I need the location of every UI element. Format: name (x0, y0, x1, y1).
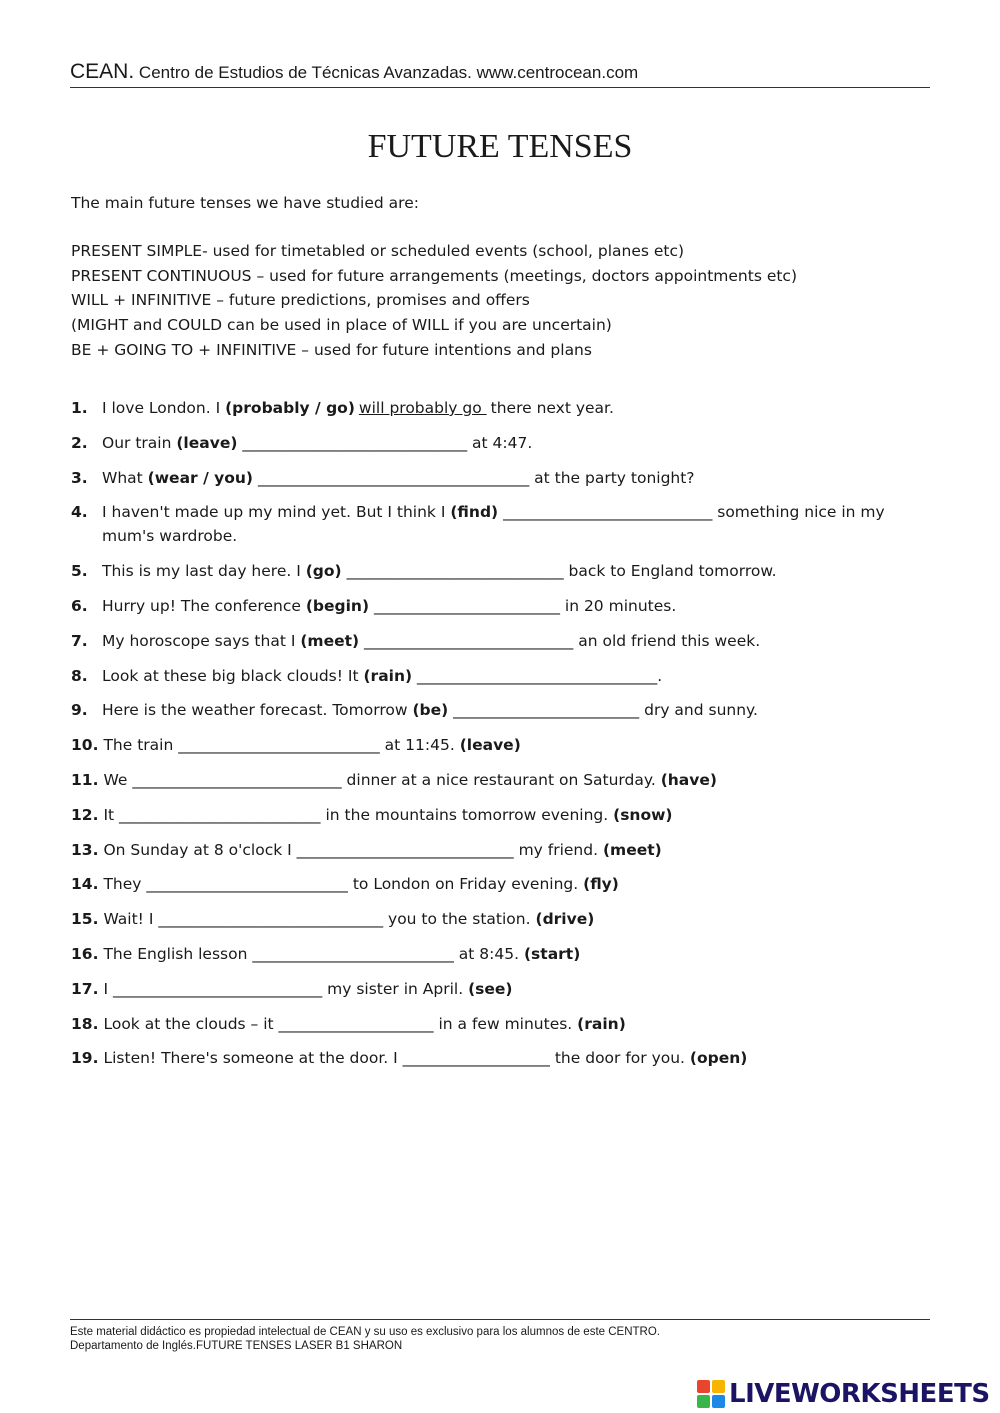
exercise-text (102, 396, 941, 420)
verb-hint: (drive) (535, 910, 595, 929)
answer-blank[interactable]: __________________________ (178, 736, 385, 755)
exercise-prompt: My horoscope says that I (102, 631, 301, 650)
exercise-continuation: in 20 minutes. (564, 596, 677, 615)
exercise-item (71, 803, 941, 827)
exercise-continuation: dry and sunny. (644, 701, 758, 720)
verb-hint: (rain) (577, 1014, 626, 1033)
answer-blank[interactable]: __________________________ (252, 944, 459, 963)
verb-hint: (go) (305, 562, 342, 581)
exercise-number: 2. (71, 433, 88, 452)
answer-blank[interactable]: __________________________ (119, 805, 326, 824)
exercise-item (71, 559, 941, 583)
exercise-item (71, 466, 941, 490)
exercise-continuation: dinner at a nice restaurant on Saturday. (346, 770, 661, 789)
answer-blank[interactable]: _____________________________ (237, 433, 473, 452)
exercise-prompt: I (103, 979, 113, 998)
header-brand: CEAN. (70, 60, 135, 83)
exercise-list (71, 396, 941, 1081)
exercise-text (102, 594, 941, 618)
exercise-text (102, 698, 941, 722)
exercise-text (103, 768, 941, 792)
exercise-number: 14. (71, 875, 99, 894)
exercise-item (71, 431, 941, 455)
exercise-number: 8. (71, 666, 88, 685)
exercise-continuation: at 8:45. (458, 944, 524, 963)
exercise-text (102, 500, 941, 548)
exercise-prompt: This is my last day here. I (102, 562, 306, 581)
exercise-item (71, 594, 941, 618)
exercise-prompt: What (102, 468, 148, 487)
answer-blank[interactable]: ________________________ (448, 701, 645, 720)
verb-hint: (see) (468, 979, 513, 998)
exercise-text (103, 977, 941, 1001)
verb-hint: (wear / you) (147, 468, 254, 487)
exercise-number: 4. (71, 503, 88, 522)
exercise-text (103, 872, 941, 896)
exercise-number: 7. (71, 631, 88, 650)
exercise-prompt: Look at these big black clouds! It (102, 666, 364, 685)
exercise-prompt: They (103, 875, 147, 894)
answer-blank[interactable]: ____________________ (278, 1014, 439, 1033)
exercise-prompt: We (103, 770, 133, 789)
exercise-prompt: Listen! There's someone at the door. I (103, 1049, 403, 1068)
tense-item: PRESENT CONTINUOUS – used for future arrangements (meetings, doctors appointments etc) (71, 266, 798, 285)
page-footer (70, 1319, 930, 1353)
verb-hint: (rain) (363, 666, 413, 685)
exercise-prompt: Look at the clouds – it (103, 1014, 279, 1033)
exercise-continuation: there next year. (490, 399, 614, 417)
exercise-number: 5. (71, 562, 88, 581)
exercise-prompt: Here is the weather forecast. Tomorrow (102, 701, 413, 720)
logo-text: LIVEWORKSHEETS (729, 1379, 990, 1409)
exercise-continuation: to London on Friday evening. (352, 875, 584, 894)
answer-blank[interactable]: ___________________________________ (253, 468, 535, 487)
exercise-text (103, 1046, 941, 1070)
verb-hint: (start) (523, 944, 581, 963)
exercise-number: 17. (71, 979, 99, 998)
exercise-number: 11. (71, 770, 99, 789)
exercise-item (71, 664, 941, 688)
exercise-text (102, 664, 941, 688)
example-answer: will probably go (358, 399, 487, 417)
exercise-continuation: at 11:45. (384, 736, 460, 755)
exercise-text (102, 559, 941, 583)
exercise-item (71, 396, 941, 420)
tense-item: (MIGHT and COULD can be used in place of WILL if you are uncertain) (71, 316, 612, 335)
exercise-number: 13. (71, 840, 99, 859)
exercise-item (71, 768, 941, 792)
tense-item: PRESENT SIMPLE- used for timetabled or scheduled events (school, planes etc) (71, 242, 685, 260)
header-text: Centro de Estudios de Técnicas Avanzadas. www.centrocean.com (138, 63, 639, 82)
exercise-prompt: It (103, 805, 120, 824)
exercise-number: 10. (71, 736, 99, 755)
answer-blank[interactable]: ____________________________ (296, 840, 519, 859)
verb-hint: (probably / go) (225, 399, 355, 417)
exercise-prompt: I haven't made up my mind yet. But I think I (102, 503, 451, 522)
exercise-prompt: Our train (102, 433, 177, 452)
exercise-item (71, 629, 941, 653)
verb-hint: (find) (450, 503, 499, 522)
tense-list (71, 239, 797, 363)
exercise-continuation: you to the station. (388, 910, 536, 929)
exercise-item (71, 500, 941, 548)
answer-blank[interactable]: ___________________________ (359, 631, 579, 650)
verb-hint: (leave) (176, 433, 238, 452)
exercise-continuation: at the party tonight? (534, 468, 695, 487)
exercise-continuation: back to England tomorrow. (568, 562, 777, 581)
verb-hint: (open) (689, 1049, 748, 1068)
exercise-item (71, 872, 941, 896)
exercise-number: 1. (71, 399, 88, 417)
exercise-text (103, 1012, 941, 1036)
answer-blank[interactable]: ____________________________ (341, 562, 569, 581)
exercise-prompt: On Sunday at 8 o'clock I (103, 840, 297, 859)
exercise-number: 12. (71, 805, 99, 824)
exercise-prompt: The train (103, 736, 179, 755)
exercise-text (103, 907, 941, 931)
exercise-text (103, 803, 941, 827)
tense-item: BE + GOING TO + INFINITIVE – used for future intentions and plans (71, 340, 592, 359)
page-title: FUTURE TENSES (367, 128, 633, 165)
footer-line-2: Departamento de Inglés.FUTURE TENSES LASER B1 SHARON (70, 1340, 403, 1352)
exercise-number: 3. (71, 468, 88, 487)
verb-hint: (begin) (305, 596, 370, 615)
exercise-item (71, 907, 941, 931)
verb-hint: (be) (412, 701, 449, 720)
verb-hint: (meet) (300, 631, 360, 650)
exercise-item (71, 733, 941, 757)
exercise-continuation: my sister in April. (327, 979, 469, 998)
exercise-continuation: something nice in my mum's wardrobe. (102, 503, 885, 546)
liveworksheets-logo (697, 1377, 990, 1411)
answer-blank[interactable]: ___________________________ (498, 503, 718, 522)
answer-blank[interactable]: ___________________________ (132, 770, 347, 789)
answer-blank[interactable]: _____________________________ (158, 910, 389, 929)
intro-text: The main future tenses we have studied are: (71, 194, 419, 212)
logo-icon (697, 1380, 725, 1408)
exercise-number: 19. (71, 1049, 99, 1068)
verb-hint: (fly) (583, 875, 619, 894)
exercise-continuation: at 4:47. (472, 433, 533, 452)
answer-blank[interactable]: ___________________ (402, 1049, 555, 1068)
verb-hint: (snow) (613, 805, 673, 824)
answer-blank[interactable]: ___________________________ (112, 979, 328, 998)
exercise-number: 15. (71, 910, 99, 929)
exercise-continuation: an old friend this week. (578, 631, 761, 650)
exercise-number: 6. (71, 596, 88, 615)
exercise-prompt: The English lesson (103, 944, 253, 963)
exercise-number: 16. (71, 944, 99, 963)
exercise-text (102, 466, 941, 490)
answer-blank[interactable]: ________________________ (369, 596, 565, 615)
exercise-text (103, 733, 941, 757)
exercise-text (102, 629, 941, 653)
exercise-item (71, 1012, 941, 1036)
exercise-continuation: my friend. (518, 840, 603, 859)
exercise-item (71, 698, 941, 722)
page-header (70, 60, 930, 88)
exercise-text (103, 838, 941, 862)
answer-blank[interactable]: __________________________ (146, 875, 353, 894)
verb-hint: (meet) (602, 840, 662, 859)
exercise-continuation: in the mountains tomorrow evening. (325, 805, 614, 824)
exercise-continuation: the door for you. (554, 1049, 690, 1068)
exercise-continuation: in a few minutes. (438, 1014, 578, 1033)
exercise-prompt: I love London. I (102, 399, 226, 417)
verb-hint: (have) (660, 770, 717, 789)
exercise-item (71, 1046, 941, 1070)
exercise-number: 18. (71, 1014, 99, 1033)
exercise-text (102, 431, 941, 455)
exercise-item (71, 942, 941, 966)
exercise-item (71, 977, 941, 1001)
exercise-item (71, 838, 941, 862)
tense-item: WILL + INFINITIVE – future predictions, promises and offers (71, 291, 530, 310)
exercise-continuation: . (657, 666, 663, 685)
footer-line-1: Este material didáctico es propiedad intelectual de CEAN y su uso es exclusivo para los alumnos de este CENTRO. (70, 1326, 660, 1338)
exercise-prompt: Wait! I (103, 910, 159, 929)
verb-hint: (leave) (459, 736, 521, 755)
answer-blank[interactable]: _______________________________ (412, 666, 658, 685)
exercise-text (103, 942, 941, 966)
exercise-prompt: Hurry up! The conference (102, 596, 306, 615)
exercise-number: 9. (71, 701, 88, 720)
